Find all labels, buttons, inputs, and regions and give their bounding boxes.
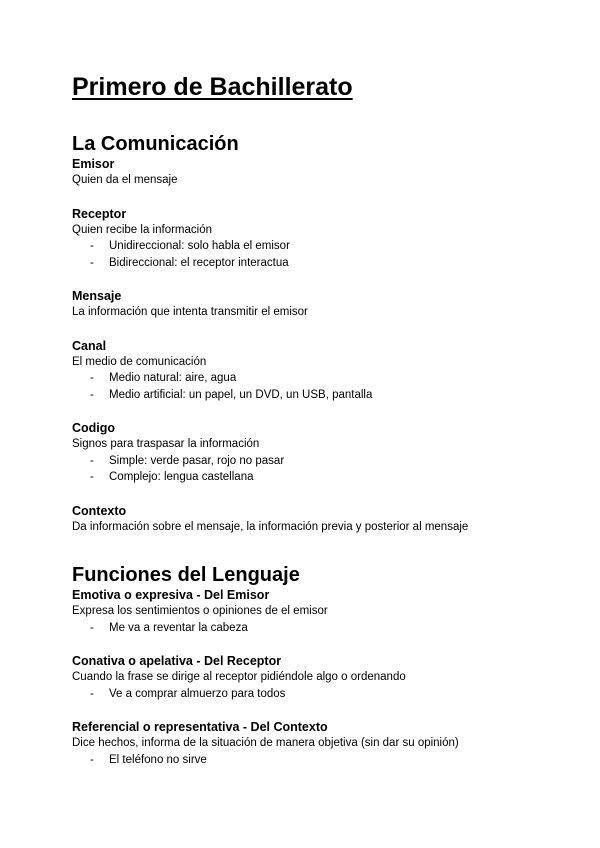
- subsection-heading: Conativa o apelativa - Del Receptor: [72, 654, 282, 668]
- list-item: [72, 686, 528, 703]
- bullet-list: [72, 370, 528, 403]
- section-spacer: [72, 535, 528, 563]
- subsection: [72, 420, 528, 486]
- list-item-text: Me va a reventar la cabeza: [109, 621, 248, 634]
- subsection-spacer: [72, 403, 528, 420]
- dash-bullet: -: [90, 388, 94, 401]
- list-item: [72, 387, 528, 404]
- subsection-heading: Referencial o representativa - Del Contexto: [72, 720, 328, 734]
- subsection-heading: Mensaje: [72, 289, 122, 303]
- subsection-text: Expresa los sentimientos o opiniones de el emisor: [72, 605, 328, 617]
- subsection-text: Dice hechos, informa de la situación de manera objetiva (sin dar su opinión): [72, 737, 459, 749]
- list-item-text: Medio artificial: un papel, un DVD, un USB, pantalla: [109, 388, 373, 401]
- subsection: [72, 719, 528, 768]
- list-item: [72, 453, 528, 470]
- subsection: [72, 288, 528, 321]
- list-item-text: Ve a comprar almuerzo para todos: [109, 687, 286, 700]
- subsection-heading: Canal: [72, 338, 107, 353]
- section-heading: La Comunicación: [72, 133, 239, 155]
- list-item: [72, 370, 528, 387]
- subsection-spacer: [72, 321, 528, 338]
- bullet-list: [72, 238, 528, 271]
- subsection-spacer: [72, 486, 528, 503]
- list-item: [72, 620, 528, 637]
- dash-bullet: -: [90, 256, 94, 269]
- subsection-spacer: [72, 636, 528, 653]
- subsection-text: Da información sobre el mensaje, la información previa y posterior al mensaje: [72, 520, 469, 533]
- subsection-heading: Emotiva o expresiva - Del Emisor: [72, 588, 270, 602]
- dash-bullet: -: [90, 471, 94, 483]
- subsection-spacer: [72, 702, 528, 719]
- subsection-spacer: [72, 189, 528, 206]
- section: [72, 132, 528, 535]
- bullet-list: [72, 752, 528, 769]
- list-item-text: Complejo: lengua castellana: [109, 471, 254, 483]
- list-item-text: Simple: verde pasar, rojo no pasar: [109, 454, 285, 467]
- subsection-heading: Codigo: [72, 421, 116, 435]
- subsection-text: Signos para traspasar la información: [72, 438, 260, 450]
- dash-bullet: -: [90, 621, 94, 634]
- list-item: [72, 238, 528, 255]
- section: [72, 563, 528, 768]
- subsection-text: Cuando la frase se dirige al receptor pidiéndole algo o ordenando: [72, 671, 406, 683]
- subsection: [72, 587, 528, 636]
- subsection-text: Quien recibe la información: [72, 223, 212, 236]
- list-item: [72, 752, 528, 769]
- list-item-text: Medio natural: aire, agua: [109, 372, 237, 384]
- subsection-text: El medio de comunicación: [72, 355, 207, 368]
- subsection: [72, 503, 528, 536]
- page-title: Primero de Bachillerato: [72, 73, 353, 101]
- dash-bullet: -: [90, 753, 94, 766]
- bullet-list: [72, 620, 528, 637]
- dash-bullet: -: [90, 372, 94, 384]
- subsection-spacer: [72, 271, 528, 288]
- subsection-heading: Contexto: [72, 503, 127, 518]
- list-item-text: Unidireccional: solo habla el emisor: [109, 240, 290, 252]
- document-content: [72, 132, 528, 768]
- section-heading: Funciones del Lenguaje: [72, 564, 300, 586]
- subsection-heading: Receptor: [72, 206, 127, 221]
- dash-bullet: -: [90, 687, 94, 700]
- list-item-text: Bidireccional: el receptor interactua: [109, 256, 289, 269]
- subsection: [72, 338, 528, 404]
- subsection-text: Quien da el mensaje: [72, 174, 178, 186]
- bullet-list: [72, 453, 528, 486]
- dash-bullet: -: [90, 240, 94, 252]
- subsection-heading: Emisor: [72, 157, 115, 171]
- subsection: [72, 206, 528, 272]
- bullet-list: [72, 686, 528, 703]
- subsection: [72, 653, 528, 702]
- list-item: [72, 469, 528, 486]
- list-item-text: El teléfono no sirve: [109, 753, 207, 766]
- subsection: [72, 156, 528, 189]
- subsection-text: La información que intenta transmitir el emisor: [72, 306, 308, 318]
- dash-bullet: -: [90, 454, 94, 467]
- list-item: [72, 255, 528, 272]
